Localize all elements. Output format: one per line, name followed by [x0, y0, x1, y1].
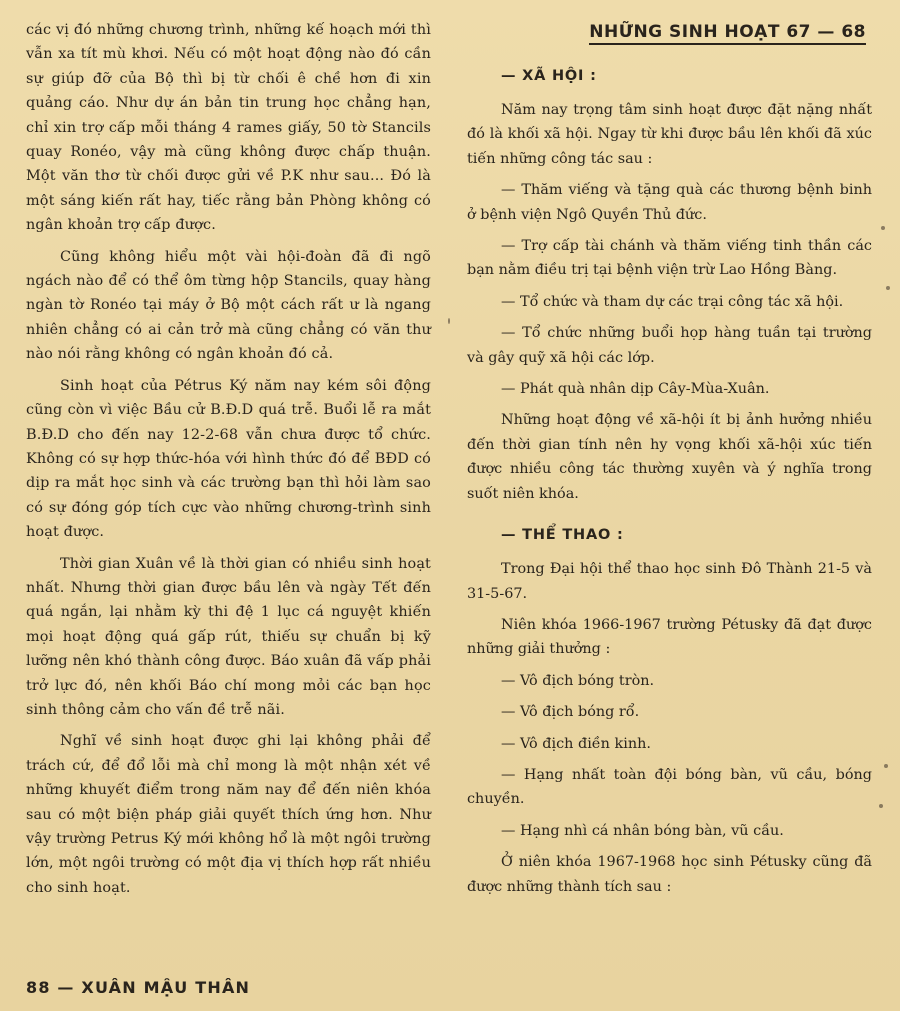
paragraph: các vị đó những chương trình, những kế hoạch mới thì vẫn xa tít mù khơi. Nếu có một hoạt động nào đó cần sự giúp đỡ của Bộ thì bị từ chối ê chề hơn đi xin quảng cáo. Như dự án bản tin trung học chẳng hạn, chỉ xin trợ cấp mỗi tháng 4 rames giấy, 50 tờ Stancils quay Ronéo, vậy mà cũng không được chấp thuận. Một văn thơ từ chối được gửi về P.K như sau... Đó là một sáng kiến rất hay, tiếc rằng bản Phòng không có ngân khoản trợ cấp được.: [26, 22, 431, 234]
paragraph: Ở niên khóa 1967-1968 học sinh Pétusky cũng đã được những thành tích sau :: [467, 854, 872, 895]
right-column: [467, 18, 872, 906]
left-column: [26, 18, 431, 907]
section-heading-text: NHỮNG SINH HOẠT 67 — 68: [589, 22, 866, 45]
paper-speck: [881, 226, 885, 230]
paragraph: Thời gian Xuân về là thời gian có nhiều sinh hoạt nhất. Nhưng thời gian được bầu lên và ngày Tết đến quá ngắn, lại nhằm kỳ thi đệ 1 lục cá nguyệt khiến mọi hoạt động quá gấp rút, thiếu sự chuẩn bị kỹ lưỡng nên khó thành công được. Báo xuân đã vấp phải trở lực đó, nên khối Báo chí mong mỏi các bạn học sinh thông cảm cho vấn đề trễ nãi.: [26, 555, 431, 718]
paragraph: Cũng không hiểu một vài hội-đoàn đã đi ngõ ngách nào để có thể ôm từng hộp Stancils, quay hàng ngàn tờ Ronéo tại máy ở Bộ một cách rất ư là ngang nhiên chẳng có ai cản trở mà cũng chẳng có văn thư nào nói rằng không có ngân khoản đó cả.: [26, 248, 431, 363]
list-item: — Vô địch bóng tròn.: [501, 672, 655, 689]
subsection-title-xa-hoi: — XÃ HỘI :: [501, 68, 597, 84]
paragraph: Năm nay trọng tâm sinh hoạt được đặt nặng nhất đó là khối xã hội. Ngay từ khi được bầu lên khối đã xúc tiến những công tác sau :: [467, 102, 872, 167]
list-item: — Thăm viếng và tặng quà các thương bệnh binh ở bệnh viện Ngô Quyền Thủ đức.: [467, 182, 872, 223]
list-item: — Trợ cấp tài chánh và thăm viếng tinh thần các bạn nằm điều trị tại bệnh viện trừ Lao Hồng Bàng.: [467, 238, 872, 279]
paragraph: Nghĩ về sinh hoạt được ghi lại không phải để trách cứ, để đổ lỗi mà chỉ mong là một nhận xét về những khuyết điểm trong năm nay để đến niên khóa sau có một biện pháp giải quyết thích ứng hơn. Như vậy trường Petrus Ký mới không hổ là một ngôi trường lớn, một ngôi trường có một địa vị thích hợp rất nhiều cho sinh hoạt.: [26, 733, 431, 896]
paragraph: Niên khóa 1966-1967 trường Pétusky đã đạt được những giải thưởng :: [467, 616, 872, 658]
paper-speck: [448, 318, 450, 324]
paragraph: Những hoạt động về xã-hội ít bị ảnh hưởng nhiều đến thời gian tính nên hy vọng khối xã-hội xúc tiến được nhiều công tác thường xuyên và ý nghĩa trong suốt niên khóa.: [467, 412, 872, 502]
paper-speck: [886, 286, 890, 290]
list-item: — Phát quà nhân dịp Cây-Mùa-Xuân.: [501, 381, 770, 398]
spacer: [467, 513, 872, 527]
paper-speck: [884, 764, 888, 768]
page-footer: 88 — XUÂN MẬU THÂN: [26, 978, 251, 997]
paper-speck: [879, 804, 883, 808]
list-item: — Tổ chức những buổi họp hàng tuần tại trường và gây quỹ xã hội các lớp.: [467, 325, 872, 366]
list-item: — Tổ chức và tham dự các trại công tác xã hội.: [501, 293, 844, 310]
subsection-title-the-thao: — THỂ THAO :: [501, 527, 624, 544]
list-item: — Hạng nhì cá nhân bóng bàn, vũ cầu.: [501, 822, 784, 839]
list-item: — Vô địch bóng rổ.: [501, 704, 640, 721]
list-item: — Hạng nhất toàn đội bóng bàn, vũ cầu, bóng chuyền.: [467, 766, 872, 808]
list-item: — Vô địch điền kinh.: [501, 735, 651, 752]
paragraph: Trong Đại hội thể thao học sinh Đô Thành 21-5 và 31-5-67.: [467, 561, 872, 602]
paragraph: Sinh hoạt của Pétrus Ký năm nay kém sôi động cũng còn vì việc Bầu cử B.Đ.D quá trễ. Buổi lễ ra mắt B.Đ.D cho đến nay 12-2-68 vẫn chưa được tổ chức. Không có sự hợp thức-hóa với hình thức đó để BĐD có dịp ra mắt học sinh và các trường bạn thì hỏi làm sao có sự đóng góp tích cực vào những chương-trình sinh hoạt được.: [26, 377, 431, 541]
section-heading: [467, 22, 872, 42]
